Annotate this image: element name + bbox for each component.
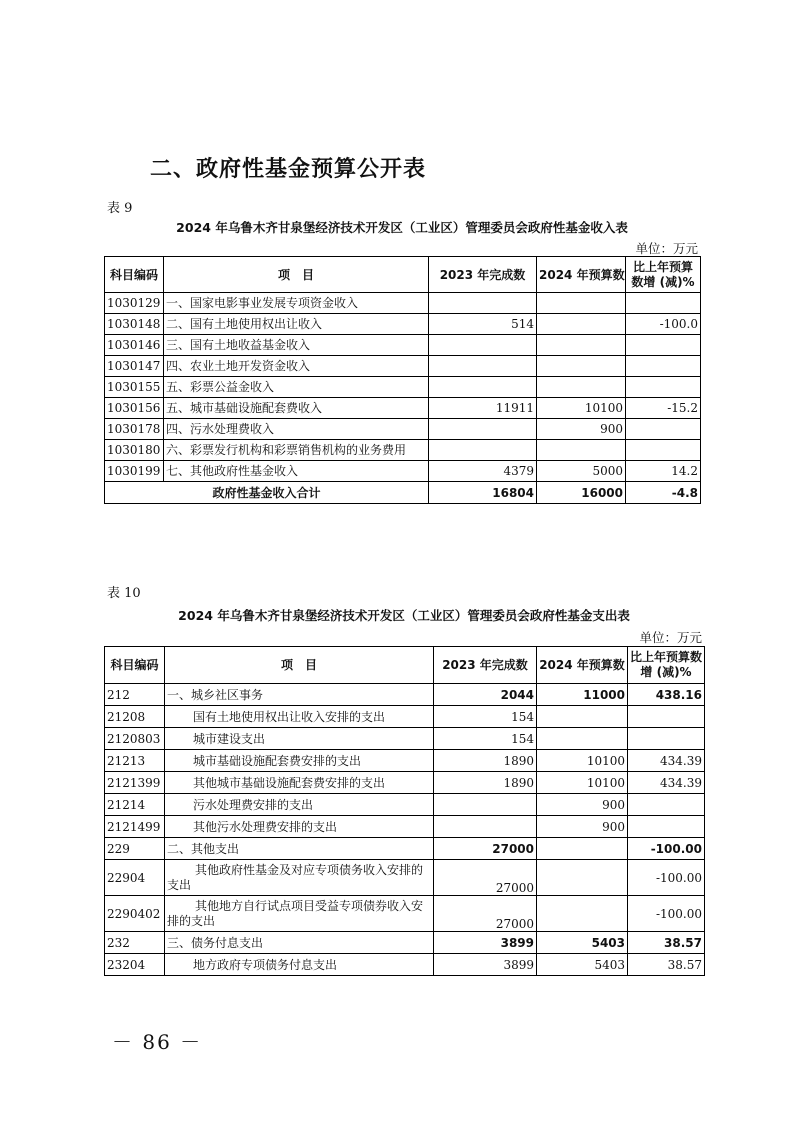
budget-2024-cell — [537, 706, 628, 728]
change-pct-cell — [626, 356, 701, 377]
table-row — [105, 838, 705, 860]
table-row — [105, 954, 705, 976]
actual-2023-cell: 2044 — [434, 684, 537, 706]
code-cell: 2290402 — [105, 896, 165, 932]
item-cell: 污水处理费安排的支出 — [165, 794, 434, 816]
code-cell: 1030156 — [105, 398, 164, 419]
actual-2023-cell: 4379 — [429, 461, 537, 482]
change-pct-cell: 434.39 — [628, 750, 705, 772]
item-cell: 其他污水处理费安排的支出 — [165, 816, 434, 838]
table-row — [105, 335, 701, 356]
total-change-pct: -4.8 — [626, 482, 701, 504]
change-pct-cell — [628, 794, 705, 816]
code-cell: 1030147 — [105, 356, 164, 377]
actual-2023-cell — [434, 794, 537, 816]
total-label: 政府性基金收入合计 — [105, 482, 429, 504]
item-cell: 城市基础设施配套费安排的支出 — [165, 750, 434, 772]
actual-2023-cell — [429, 440, 537, 461]
item-cell: 其他城市基础设施配套费安排的支出 — [165, 772, 434, 794]
actual-2023-cell: 1890 — [434, 750, 537, 772]
code-cell: 1030148 — [105, 314, 164, 335]
table9-label: 表 9 — [107, 201, 133, 216]
budget-2024-cell: 900 — [537, 419, 626, 440]
total-actual-2023: 16804 — [429, 482, 537, 504]
code-cell: 2121499 — [105, 816, 165, 838]
table9-header-row — [105, 257, 701, 293]
header-change-pct: 比上年预算数增 (减)% — [628, 647, 705, 684]
actual-2023-cell: 3899 — [434, 932, 537, 954]
change-pct-cell: 38.57 — [628, 954, 705, 976]
header-code: 科目编码 — [105, 647, 165, 684]
budget-2024-cell: 10100 — [537, 772, 628, 794]
table9-income — [104, 256, 701, 504]
item-cell: 二、其他支出 — [165, 838, 434, 860]
table-row — [105, 461, 701, 482]
header-item: 项 目 — [165, 647, 434, 684]
change-pct-cell: 14.2 — [626, 461, 701, 482]
table-row — [105, 932, 705, 954]
code-cell: 1030180 — [105, 440, 164, 461]
code-cell: 1030155 — [105, 377, 164, 398]
code-cell: 1030178 — [105, 419, 164, 440]
change-pct-cell — [628, 706, 705, 728]
actual-2023-cell: 154 — [434, 728, 537, 750]
table9-unit: 单位：万元 — [635, 241, 698, 256]
header-2023-actual: 2023 年完成数 — [434, 647, 537, 684]
actual-2023-cell: 27000 — [434, 896, 537, 932]
table10-label: 表 10 — [107, 586, 141, 601]
item-cell: 五、城市基础设施配套费收入 — [164, 398, 429, 419]
item-cell: 七、其他政府性基金收入 — [164, 461, 429, 482]
table10-title: 2024 年乌鲁木齐甘泉堡经济技术开发区（工业区）管理委员会政府性基金支出表 — [178, 608, 630, 623]
actual-2023-cell: 3899 — [434, 954, 537, 976]
item-cell: 城市建设支出 — [165, 728, 434, 750]
actual-2023-cell — [434, 816, 537, 838]
code-cell: 232 — [105, 932, 165, 954]
item-cell: 三、国有土地收益基金收入 — [164, 335, 429, 356]
table-row — [105, 860, 705, 896]
code-cell: 1030199 — [105, 461, 164, 482]
header-item: 项 目 — [164, 257, 429, 293]
header-2024-budget: 2024 年预算数 — [537, 647, 628, 684]
change-pct-cell: 38.57 — [628, 932, 705, 954]
code-cell: 22904 — [105, 860, 165, 896]
change-pct-cell: -100.00 — [628, 896, 705, 932]
budget-2024-cell — [537, 335, 626, 356]
actual-2023-cell: 11911 — [429, 398, 537, 419]
code-cell: 2120803 — [105, 728, 165, 750]
item-cell: 四、农业土地开发资金收入 — [164, 356, 429, 377]
change-pct-cell: -100.0 — [626, 314, 701, 335]
change-pct-cell: -100.00 — [628, 860, 705, 896]
table-row — [105, 377, 701, 398]
table-row — [105, 728, 705, 750]
item-cell: 一、城乡社区事务 — [165, 684, 434, 706]
budget-2024-cell — [537, 838, 628, 860]
budget-2024-cell — [537, 896, 628, 932]
table-row — [105, 706, 705, 728]
code-cell: 2121399 — [105, 772, 165, 794]
actual-2023-cell — [429, 335, 537, 356]
budget-2024-cell — [537, 356, 626, 377]
budget-2024-cell — [537, 440, 626, 461]
change-pct-cell — [626, 293, 701, 314]
budget-2024-cell: 10100 — [537, 750, 628, 772]
table-row — [105, 750, 705, 772]
budget-2024-cell — [537, 377, 626, 398]
change-pct-cell — [626, 377, 701, 398]
actual-2023-cell: 27000 — [434, 860, 537, 896]
change-pct-cell: -100.00 — [628, 838, 705, 860]
change-pct-cell — [626, 335, 701, 356]
budget-2024-cell — [537, 728, 628, 750]
actual-2023-cell — [429, 419, 537, 440]
budget-2024-cell: 900 — [537, 816, 628, 838]
budget-2024-cell: 5403 — [537, 954, 628, 976]
table-row — [105, 816, 705, 838]
actual-2023-cell: 1890 — [434, 772, 537, 794]
code-cell: 212 — [105, 684, 165, 706]
table9-title: 2024 年乌鲁木齐甘泉堡经济技术开发区（工业区）管理委员会政府性基金收入表 — [176, 220, 628, 235]
item-cell: 四、污水处理费收入 — [164, 419, 429, 440]
code-cell: 1030129 — [105, 293, 164, 314]
budget-2024-cell: 11000 — [537, 684, 628, 706]
item-cell: 六、彩票发行机构和彩票销售机构的业务费用 — [164, 440, 429, 461]
budget-2024-cell — [537, 293, 626, 314]
actual-2023-cell: 154 — [434, 706, 537, 728]
item-cell: 一、国家电影事业发展专项资金收入 — [164, 293, 429, 314]
actual-2023-cell — [429, 356, 537, 377]
budget-2024-cell: 5403 — [537, 932, 628, 954]
change-pct-cell — [626, 419, 701, 440]
budget-2024-cell — [537, 314, 626, 335]
table-row — [105, 419, 701, 440]
table-row — [105, 684, 705, 706]
item-cell: 地方政府专项债务付息支出 — [165, 954, 434, 976]
header-code: 科目编码 — [105, 257, 164, 293]
item-cell: 三、债务付息支出 — [165, 932, 434, 954]
total-row — [105, 482, 701, 504]
actual-2023-cell — [429, 377, 537, 398]
page-number: － 86 － — [112, 1030, 203, 1054]
change-pct-cell — [628, 728, 705, 750]
item-cell: 其他地方自行试点项目受益专项债券收入安排的支出 — [165, 896, 434, 932]
change-pct-cell: -15.2 — [626, 398, 701, 419]
table10-unit: 单位：万元 — [639, 630, 702, 645]
code-cell: 21214 — [105, 794, 165, 816]
code-cell: 23204 — [105, 954, 165, 976]
actual-2023-cell: 27000 — [434, 838, 537, 860]
table-row — [105, 896, 705, 932]
header-2024-budget: 2024 年预算数 — [537, 257, 626, 293]
table10-expenditure — [104, 646, 705, 976]
change-pct-cell — [626, 440, 701, 461]
table-row — [105, 293, 701, 314]
change-pct-cell: 438.16 — [628, 684, 705, 706]
actual-2023-cell — [429, 293, 537, 314]
header-2023-actual: 2023 年完成数 — [429, 257, 537, 293]
table-row — [105, 794, 705, 816]
budget-2024-cell: 900 — [537, 794, 628, 816]
actual-2023-cell: 514 — [429, 314, 537, 335]
table10-header-row — [105, 647, 705, 684]
code-cell: 21213 — [105, 750, 165, 772]
budget-2024-cell — [537, 860, 628, 896]
item-cell: 二、国有土地使用权出让收入 — [164, 314, 429, 335]
item-cell: 国有土地使用权出让收入安排的支出 — [165, 706, 434, 728]
table-row — [105, 314, 701, 335]
code-cell: 21208 — [105, 706, 165, 728]
total-budget-2024: 16000 — [537, 482, 626, 504]
code-cell: 1030146 — [105, 335, 164, 356]
table-row — [105, 440, 701, 461]
budget-2024-cell: 5000 — [537, 461, 626, 482]
header-change-pct: 比上年预算数增 (减)% — [626, 257, 701, 293]
item-cell: 其他政府性基金及对应专项债务收入安排的支出 — [165, 860, 434, 896]
page-heading: 二、政府性基金预算公开表 — [150, 157, 427, 182]
budget-2024-cell: 10100 — [537, 398, 626, 419]
table-row — [105, 356, 701, 377]
code-cell: 229 — [105, 838, 165, 860]
change-pct-cell: 434.39 — [628, 772, 705, 794]
change-pct-cell — [628, 816, 705, 838]
table-row — [105, 772, 705, 794]
table-row — [105, 398, 701, 419]
item-cell: 五、彩票公益金收入 — [164, 377, 429, 398]
